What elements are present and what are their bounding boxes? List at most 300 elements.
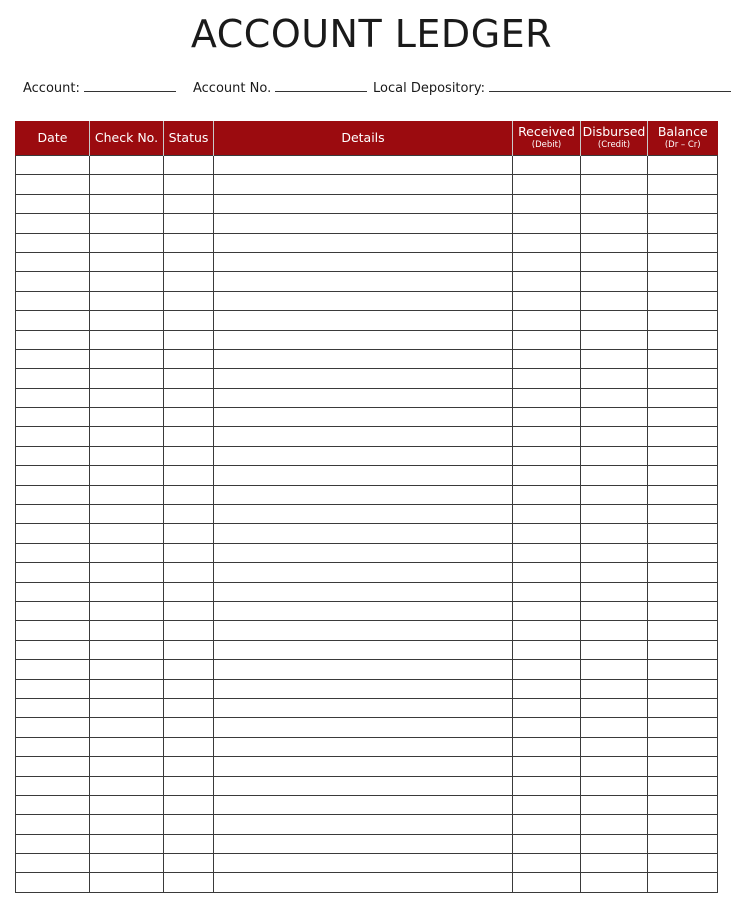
ledger-cell-details[interactable] [214,349,513,368]
ledger-cell-status[interactable] [164,873,214,892]
ledger-cell-disbursed[interactable] [581,233,648,252]
ledger-cell-received[interactable] [513,543,581,562]
ledger-cell-balance[interactable] [648,854,718,873]
ledger-cell-status[interactable] [164,737,214,756]
ledger-row [16,621,718,640]
ledger-cell-date[interactable] [16,446,90,465]
ledger-cell-balance[interactable] [648,291,718,310]
ledger-cell-details[interactable] [214,698,513,717]
ledger-cell-received[interactable] [513,291,581,310]
column-header-label: Details [341,129,385,145]
account-no-label: Account No. [193,81,272,96]
ledger-cell-balance[interactable] [648,388,718,407]
ledger-cell-disbursed[interactable] [581,272,648,291]
ledger-cell-details[interactable] [214,776,513,795]
ledger-cell-date[interactable] [16,757,90,776]
ledger-cell-status[interactable] [164,543,214,562]
ledger-row [16,408,718,427]
ledger-row [16,252,718,271]
ledger-cell-disbursed[interactable] [581,524,648,543]
ledger-cell-status[interactable] [164,330,214,349]
ledger-cell-details[interactable] [214,795,513,814]
ledger-cell-date[interactable] [16,524,90,543]
ledger-cell-details[interactable] [214,252,513,271]
ledger-cell-details[interactable] [214,485,513,504]
ledger-cell-balance[interactable] [648,233,718,252]
ledger-cell-status[interactable] [164,408,214,427]
ledger-cell-check-no[interactable] [90,272,164,291]
ledger-cell-status[interactable] [164,505,214,524]
ledger-cell-balance[interactable] [648,582,718,601]
ledger-cell-disbursed[interactable] [581,718,648,737]
ledger-cell-disbursed[interactable] [581,660,648,679]
ledger-cell-balance[interactable] [648,156,718,175]
ledger-cell-date[interactable] [16,640,90,659]
ledger-cell-details[interactable] [214,815,513,834]
ledger-cell-check-no[interactable] [90,233,164,252]
ledger-cell-disbursed[interactable] [581,563,648,582]
ledger-row [16,718,718,737]
ledger-cell-status[interactable] [164,524,214,543]
ledger-cell-balance[interactable] [648,311,718,330]
ledger-cell-disbursed[interactable] [581,795,648,814]
ledger-cell-date[interactable] [16,214,90,233]
ledger-cell-date[interactable] [16,175,90,194]
account-input-line[interactable] [84,77,176,92]
ledger-cell-date[interactable] [16,679,90,698]
ledger-cell-balance[interactable] [648,194,718,213]
ledger-cell-disbursed[interactable] [581,252,648,271]
ledger-cell-check-no[interactable] [90,446,164,465]
ledger-cell-status[interactable] [164,582,214,601]
ledger-cell-check-no[interactable] [90,737,164,756]
ledger-cell-disbursed[interactable] [581,349,648,368]
ledger-cell-check-no[interactable] [90,349,164,368]
ledger-cell-date[interactable] [16,272,90,291]
ledger-cell-disbursed[interactable] [581,737,648,756]
ledger-cell-check-no[interactable] [90,873,164,892]
ledger-cell-received[interactable] [513,873,581,892]
ledger-cell-status[interactable] [164,446,214,465]
ledger-cell-check-no[interactable] [90,543,164,562]
ledger-row [16,330,718,349]
column-header-check-no [90,121,164,156]
ledger-cell-disbursed[interactable] [581,815,648,834]
ledger-cell-balance[interactable] [648,795,718,814]
ledger-cell-balance[interactable] [648,640,718,659]
ledger-cell-check-no[interactable] [90,252,164,271]
ledger-cell-disbursed[interactable] [581,466,648,485]
ledger-cell-date[interactable] [16,369,90,388]
ledger-cell-disbursed[interactable] [581,427,648,446]
ledger-cell-balance[interactable] [648,214,718,233]
ledger-cell-balance[interactable] [648,349,718,368]
ledger-cell-status[interactable] [164,388,214,407]
ledger-cell-details[interactable] [214,272,513,291]
ledger-cell-check-no[interactable] [90,175,164,194]
ledger-cell-details[interactable] [214,330,513,349]
column-header-label: Disbursed [582,124,646,140]
ledger-cell-disbursed[interactable] [581,543,648,562]
ledger-cell-status[interactable] [164,272,214,291]
ledger-cell-date[interactable] [16,601,90,620]
ledger-cell-received[interactable] [513,427,581,446]
ledger-cell-check-no[interactable] [90,214,164,233]
ledger-cell-balance[interactable] [648,698,718,717]
ledger-cell-date[interactable] [16,466,90,485]
ledger-row [16,446,718,465]
ledger-cell-details[interactable] [214,873,513,892]
ledger-cell-balance[interactable] [648,563,718,582]
ledger-cell-date[interactable] [16,737,90,756]
ledger-cell-disbursed[interactable] [581,698,648,717]
ledger-cell-received[interactable] [513,679,581,698]
ledger-cell-balance[interactable] [648,505,718,524]
ledger-cell-check-no[interactable] [90,582,164,601]
ledger-cell-received[interactable] [513,776,581,795]
column-header-label: Status [168,129,209,145]
ledger-cell-balance[interactable] [648,272,718,291]
ledger-cell-balance[interactable] [648,834,718,853]
ledger-cell-check-no[interactable] [90,601,164,620]
ledger-cell-status[interactable] [164,640,214,659]
ledger-cell-details[interactable] [214,854,513,873]
ledger-cell-status[interactable] [164,757,214,776]
ledger-cell-received[interactable] [513,156,581,175]
ledger-cell-date[interactable] [16,291,90,310]
ledger-cell-disbursed[interactable] [581,582,648,601]
ledger-cell-date[interactable] [16,660,90,679]
ledger-cell-check-no[interactable] [90,854,164,873]
ledger-cell-received[interactable] [513,214,581,233]
local-depository-input-line[interactable] [489,77,731,92]
ledger-cell-received[interactable] [513,854,581,873]
ledger-cell-status[interactable] [164,291,214,310]
ledger-cell-received[interactable] [513,485,581,504]
ledger-cell-balance[interactable] [648,330,718,349]
ledger-cell-balance[interactable] [648,660,718,679]
ledger-cell-balance[interactable] [648,446,718,465]
ledger-cell-check-no[interactable] [90,679,164,698]
ledger-cell-details[interactable] [214,543,513,562]
ledger-cell-details[interactable] [214,369,513,388]
ledger-cell-balance[interactable] [648,601,718,620]
ledger-cell-disbursed[interactable] [581,446,648,465]
ledger-cell-balance[interactable] [648,621,718,640]
ledger-cell-received[interactable] [513,795,581,814]
ledger-cell-date[interactable] [16,834,90,853]
ledger-cell-balance[interactable] [648,485,718,504]
ledger-cell-disbursed[interactable] [581,485,648,504]
ledger-cell-check-no[interactable] [90,330,164,349]
ledger-cell-details[interactable] [214,291,513,310]
ledger-cell-balance[interactable] [648,737,718,756]
ledger-cell-date[interactable] [16,408,90,427]
ledger-cell-balance[interactable] [648,524,718,543]
ledger-row [16,427,718,446]
ledger-cell-received[interactable] [513,466,581,485]
ledger-cell-details[interactable] [214,718,513,737]
ledger-cell-check-no[interactable] [90,795,164,814]
column-header-label: Date [37,129,68,145]
ledger-cell-balance[interactable] [648,466,718,485]
ledger-cell-check-no[interactable] [90,505,164,524]
ledger-cell-check-no[interactable] [90,156,164,175]
ledger-cell-status[interactable] [164,679,214,698]
ledger-cell-date[interactable] [16,330,90,349]
ledger-cell-check-no[interactable] [90,408,164,427]
ledger-cell-disbursed[interactable] [581,369,648,388]
ledger-cell-received[interactable] [513,408,581,427]
account-label: Account: [23,81,80,96]
ledger-cell-check-no[interactable] [90,466,164,485]
ledger-cell-date[interactable] [16,349,90,368]
ledger-cell-date[interactable] [16,485,90,504]
ledger-cell-status[interactable] [164,795,214,814]
ledger-cell-date[interactable] [16,563,90,582]
ledger-cell-received[interactable] [513,505,581,524]
ledger-cell-status[interactable] [164,311,214,330]
ledger-cell-received[interactable] [513,524,581,543]
ledger-cell-date[interactable] [16,698,90,717]
ledger-cell-received[interactable] [513,718,581,737]
ledger-cell-check-no[interactable] [90,427,164,446]
ledger-cell-status[interactable] [164,776,214,795]
ledger-cell-details[interactable] [214,233,513,252]
ledger-cell-check-no[interactable] [90,834,164,853]
ledger-cell-details[interactable] [214,834,513,853]
ledger-cell-disbursed[interactable] [581,679,648,698]
ledger-cell-details[interactable] [214,660,513,679]
ledger-cell-check-no[interactable] [90,698,164,717]
ledger-cell-check-no[interactable] [90,718,164,737]
ledger-cell-status[interactable] [164,349,214,368]
ledger-cell-received[interactable] [513,311,581,330]
ledger-cell-received[interactable] [513,737,581,756]
ledger-cell-check-no[interactable] [90,563,164,582]
ledger-cell-status[interactable] [164,252,214,271]
ledger-cell-status[interactable] [164,369,214,388]
ledger-cell-check-no[interactable] [90,291,164,310]
ledger-row [16,505,718,524]
ledger-cell-check-no[interactable] [90,194,164,213]
ledger-cell-status[interactable] [164,485,214,504]
column-header-disbursed [581,121,648,156]
ledger-cell-date[interactable] [16,621,90,640]
ledger-cell-status[interactable] [164,233,214,252]
ledger-cell-check-no[interactable] [90,757,164,776]
ledger-cell-date[interactable] [16,873,90,892]
ledger-cell-date[interactable] [16,388,90,407]
ledger-cell-balance[interactable] [648,718,718,737]
ledger-cell-date[interactable] [16,252,90,271]
ledger-cell-date[interactable] [16,156,90,175]
ledger-cell-check-no[interactable] [90,524,164,543]
ledger-cell-balance[interactable] [648,679,718,698]
ledger-cell-received[interactable] [513,563,581,582]
ledger-cell-status[interactable] [164,834,214,853]
ledger-cell-details[interactable] [214,446,513,465]
ledger-cell-details[interactable] [214,679,513,698]
ledger-cell-check-no[interactable] [90,621,164,640]
ledger-cell-details[interactable] [214,466,513,485]
ledger-cell-received[interactable] [513,330,581,349]
ledger-cell-details[interactable] [214,524,513,543]
ledger-row [16,737,718,756]
ledger-cell-disbursed[interactable] [581,156,648,175]
ledger-cell-received[interactable] [513,815,581,834]
ledger-cell-received[interactable] [513,349,581,368]
ledger-cell-date[interactable] [16,582,90,601]
ledger-row [16,311,718,330]
ledger-cell-status[interactable] [164,194,214,213]
ledger-cell-disbursed[interactable] [581,505,648,524]
ledger-cell-status[interactable] [164,718,214,737]
ledger-cell-status[interactable] [164,601,214,620]
ledger-cell-received[interactable] [513,446,581,465]
ledger-cell-balance[interactable] [648,175,718,194]
ledger-cell-date[interactable] [16,815,90,834]
ledger-cell-date[interactable] [16,194,90,213]
column-header-status [164,121,214,156]
ledger-cell-disbursed[interactable] [581,834,648,853]
ledger-cell-balance[interactable] [648,873,718,892]
ledger-cell-received[interactable] [513,660,581,679]
ledger-cell-details[interactable] [214,388,513,407]
ledger-cell-check-no[interactable] [90,485,164,504]
ledger-cell-disbursed[interactable] [581,175,648,194]
ledger-cell-received[interactable] [513,601,581,620]
ledger-cell-details[interactable] [214,563,513,582]
ledger-cell-status[interactable] [164,621,214,640]
ledger-cell-details[interactable] [214,737,513,756]
ledger-cell-status[interactable] [164,854,214,873]
ledger-cell-date[interactable] [16,311,90,330]
ledger-cell-balance[interactable] [648,369,718,388]
ledger-cell-details[interactable] [214,194,513,213]
ledger-cell-disbursed[interactable] [581,757,648,776]
ledger-row [16,466,718,485]
ledger-row [16,815,718,834]
ledger-cell-details[interactable] [214,175,513,194]
ledger-row [16,175,718,194]
ledger-cell-received[interactable] [513,369,581,388]
ledger-cell-date[interactable] [16,427,90,446]
ledger-cell-disbursed[interactable] [581,311,648,330]
ledger-cell-received[interactable] [513,388,581,407]
ledger-cell-disbursed[interactable] [581,854,648,873]
ledger-cell-disbursed[interactable] [581,640,648,659]
ledger-cell-status[interactable] [164,214,214,233]
ledger-cell-date[interactable] [16,233,90,252]
ledger-cell-check-no[interactable] [90,388,164,407]
ledger-cell-details[interactable] [214,601,513,620]
ledger-cell-received[interactable] [513,757,581,776]
ledger-cell-disbursed[interactable] [581,330,648,349]
ledger-cell-balance[interactable] [648,252,718,271]
ledger-cell-status[interactable] [164,466,214,485]
local-depository-label: Local Depository: [373,81,485,96]
ledger-cell-received[interactable] [513,233,581,252]
ledger-cell-date[interactable] [16,543,90,562]
ledger-cell-disbursed[interactable] [581,194,648,213]
ledger-cell-disbursed[interactable] [581,601,648,620]
ledger-row [16,369,718,388]
ledger-cell-date[interactable] [16,795,90,814]
ledger-cell-balance[interactable] [648,543,718,562]
ledger-cell-date[interactable] [16,718,90,737]
ledger-cell-received[interactable] [513,175,581,194]
ledger-row [16,291,718,310]
ledger-cell-details[interactable] [214,582,513,601]
ledger-cell-disbursed[interactable] [581,873,648,892]
ledger-cell-disbursed[interactable] [581,408,648,427]
account-no-input-line[interactable] [275,77,367,92]
ledger-cell-date[interactable] [16,505,90,524]
column-header-sublabel: (Dr – Cr) [664,139,701,150]
ledger-cell-details[interactable] [214,156,513,175]
ledger-cell-details[interactable] [214,505,513,524]
ledger-cell-status[interactable] [164,563,214,582]
ledger-cell-disbursed[interactable] [581,214,648,233]
ledger-cell-check-no[interactable] [90,369,164,388]
ledger-cell-received[interactable] [513,272,581,291]
ledger-cell-received[interactable] [513,252,581,271]
ledger-cell-status[interactable] [164,660,214,679]
ledger-cell-check-no[interactable] [90,815,164,834]
ledger-cell-check-no[interactable] [90,640,164,659]
ledger-cell-details[interactable] [214,311,513,330]
ledger-cell-status[interactable] [164,698,214,717]
ledger-cell-status[interactable] [164,427,214,446]
account-field [23,77,176,96]
ledger-cell-disbursed[interactable] [581,621,648,640]
ledger-cell-received[interactable] [513,698,581,717]
ledger-cell-balance[interactable] [648,757,718,776]
ledger-cell-check-no[interactable] [90,776,164,795]
ledger-cell-status[interactable] [164,815,214,834]
ledger-cell-date[interactable] [16,776,90,795]
ledger-row [16,698,718,717]
ledger-cell-date[interactable] [16,854,90,873]
ledger-cell-received[interactable] [513,621,581,640]
ledger-cell-check-no[interactable] [90,311,164,330]
ledger-cell-disbursed[interactable] [581,388,648,407]
ledger-cell-details[interactable] [214,621,513,640]
column-header-received [513,121,581,156]
ledger-cell-received[interactable] [513,582,581,601]
ledger-cell-received[interactable] [513,834,581,853]
ledger-cell-received[interactable] [513,194,581,213]
ledger-cell-status[interactable] [164,156,214,175]
ledger-row [16,349,718,368]
ledger-cell-details[interactable] [214,757,513,776]
ledger-cell-details[interactable] [214,214,513,233]
ledger-cell-details[interactable] [214,427,513,446]
ledger-cell-balance[interactable] [648,815,718,834]
ledger-cell-balance[interactable] [648,427,718,446]
ledger-cell-disbursed[interactable] [581,291,648,310]
ledger-cell-details[interactable] [214,408,513,427]
ledger-cell-balance[interactable] [648,408,718,427]
column-header-details [214,121,513,156]
ledger-cell-details[interactable] [214,640,513,659]
ledger-cell-received[interactable] [513,640,581,659]
ledger-cell-disbursed[interactable] [581,776,648,795]
ledger-cell-balance[interactable] [648,776,718,795]
ledger-cell-status[interactable] [164,175,214,194]
ledger-cell-check-no[interactable] [90,660,164,679]
